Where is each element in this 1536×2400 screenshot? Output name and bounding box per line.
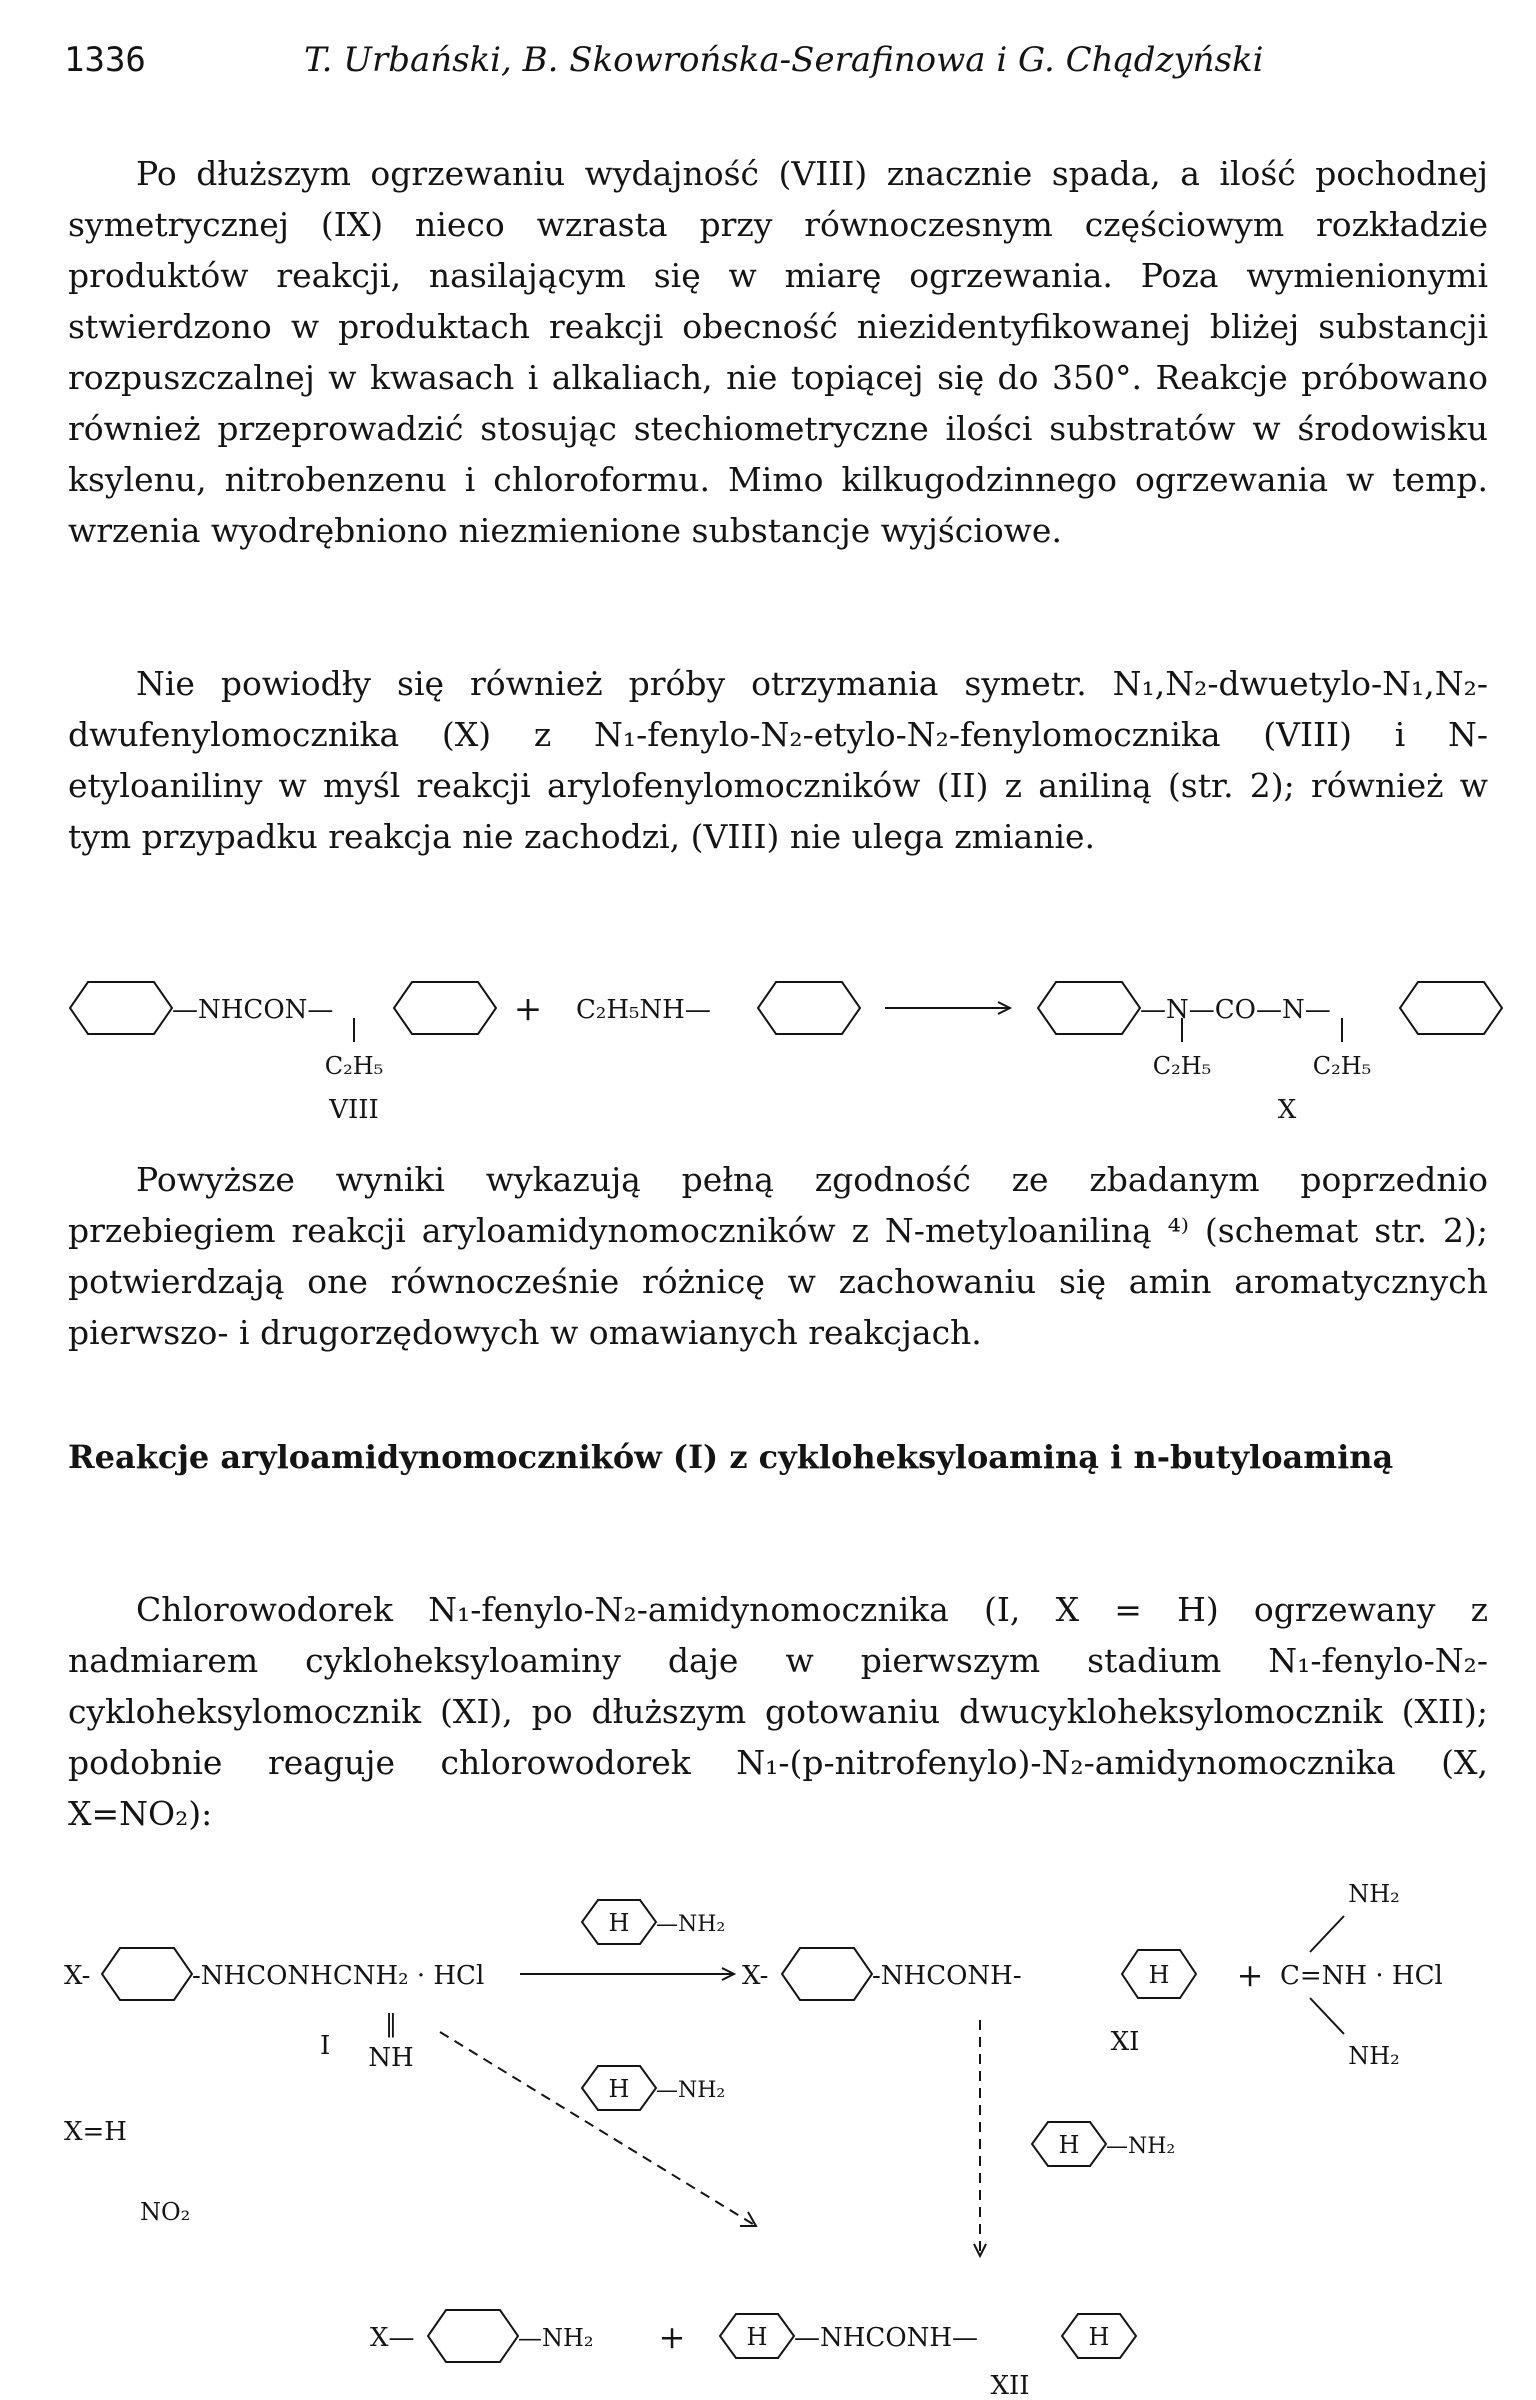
paragraph-2: Nie powiodły się również próby otrzymania symetr. N₁,N₂-dwuetylo-N₁,N₂-dwufenylomocznika (X) z N₁-fenylo-N₂-etylo-N₂-fenylomocznika (VIII) i N-etyloaniliny w myśl reakcji arylofenylomoczników (II) z aniliną (str. 2); również w tym przypadku reakcja nie zachodzi, (VIII) nie ulega zmianie. bbox=[68, 664, 1488, 856]
ring-label: H bbox=[1148, 1961, 1170, 1989]
page-number: 1336 bbox=[64, 40, 146, 80]
ring-label: H bbox=[608, 2075, 630, 2103]
scheme-group-text: —NH₂ bbox=[518, 2324, 594, 2352]
scheme-substituent: C₂H₅ bbox=[1312, 1052, 1372, 1080]
scheme-reagent: —NH₂ bbox=[656, 1912, 726, 1937]
scheme-reagent: C₂H₅NH— bbox=[576, 995, 711, 1025]
benzene-ring bbox=[102, 1948, 192, 2000]
plus-sign: + bbox=[513, 989, 543, 1029]
benzene-ring bbox=[428, 2310, 518, 2362]
scheme-group-text: NH₂ bbox=[1348, 2042, 1400, 2070]
double-bond-mark: ‖ bbox=[385, 2010, 397, 2038]
scheme-reagent: —NH₂ bbox=[656, 2078, 726, 2103]
section-heading: Reakcje aryloamidynomoczników (I) z cykloheksyloaminą i n-butyloaminą bbox=[68, 1438, 1394, 1476]
scheme-group-text: -NHCONH- bbox=[872, 1961, 1022, 1991]
compound-label: X bbox=[1277, 1095, 1297, 1125]
benzene-ring bbox=[758, 982, 860, 1034]
scheme-reagent: —NH₂ bbox=[1106, 2134, 1176, 2159]
ring-label: H bbox=[1058, 2131, 1080, 2159]
benzene-ring bbox=[782, 1948, 872, 2000]
reaction-arrow-head bbox=[740, 2212, 756, 2226]
bond-line bbox=[1310, 1916, 1344, 1952]
paragraph-1: Po dłuższym ogrzewaniu wydajność (VIII) znacznie spada, a ilość pochodnej symetrycznej (IX) nieco wzrasta przy równoczesnym częściowym rozkładzie produktów reakcji, nasilającym się w miarę ogrzewania. Poza wymienionymi stwierdzono w produktach reakcji obecność niezidentyfikowanej bliżej substancji rozpuszczalnej w kwasach i alkaliach, nie topiącej się do 350°. Reakcje próbowano również przeprowadzić stosując stechiometryczne ilości substratów w środowisku ksylenu, nitrobenzenu i chloroformu. Mimo kilkugodzinnego ogrzewania w temp. wrzenia wyodrębniono niezmienione substancje wyjściowe. bbox=[68, 154, 1488, 550]
reaction-scheme-1 bbox=[0, 950, 1536, 1130]
benzene-ring bbox=[1400, 982, 1502, 1034]
plus-sign: + bbox=[1236, 1956, 1264, 1994]
scheme-substituent: X- bbox=[742, 1961, 769, 1991]
scheme-group-text: NH bbox=[368, 2043, 414, 2073]
page-header bbox=[64, 30, 1294, 90]
ring-label: H bbox=[1088, 2323, 1110, 2351]
scheme-substituent: X— bbox=[370, 2323, 415, 2353]
scheme-substituent: X- bbox=[64, 1961, 91, 1991]
running-title: T. Urbański, B. Skowrońska-Serafinowa i G. Chądzyński bbox=[304, 40, 1264, 80]
paragraph-3: Powyższe wyniki wykazują pełną zgodność ze zbadanym poprzednio przebiegiem reakcji aryloamidynomoczników z N-metyloaniliną ⁴⁾ (schemat str. 2); potwierdzają one równocześnie różnicę w zachowaniu się amin aromatycznych pierwszo- i drugorzędowych w omawianych reakcjach. bbox=[68, 1160, 1488, 1352]
scheme-group-text: C=NH · HCl bbox=[1280, 1961, 1443, 1991]
paragraph-4: Chlorowodorek N₁-fenylo-N₂-amidynomocznika (I, X = H) ogrzewany z nadmiarem cykloheksyloaminy daje w pierwszym stadium N₁-fenylo-N₂-cykloheksylomocznik (XI), po dłuższym gotowaniu dwucykloheksylomocznik (XII); podobnie reaguje chlorowodorek N₁-(p-nitrofenylo)-N₂-amidynomocznika (X, X=NO₂): bbox=[68, 1590, 1488, 1833]
scheme-substituent: C₂H₅ bbox=[324, 1052, 384, 1080]
scheme-group-text: -NHCONHCNH₂ · HCl bbox=[192, 1961, 485, 1991]
substituent-value: NO₂ bbox=[140, 2198, 191, 2226]
substituent-value: X=H bbox=[64, 2117, 127, 2147]
benzene-ring bbox=[70, 982, 172, 1034]
compound-label: XI bbox=[1110, 2027, 1140, 2057]
reaction-scheme-2 bbox=[0, 1840, 1536, 2400]
benzene-ring bbox=[394, 982, 496, 1034]
compound-label: I bbox=[320, 2031, 331, 2061]
ring-label: H bbox=[746, 2323, 768, 2351]
reaction-arrow bbox=[440, 2032, 756, 2226]
bond-line bbox=[1310, 1998, 1344, 2034]
ring-label: H bbox=[608, 1909, 630, 1937]
scheme-group-text: —N—CO—N— bbox=[1140, 995, 1331, 1025]
benzene-ring bbox=[1038, 982, 1140, 1034]
compound-label: VIII bbox=[329, 1095, 379, 1125]
scheme-group-text: —NHCON— bbox=[172, 995, 334, 1025]
scheme-group-text: NH₂ bbox=[1348, 1880, 1400, 1908]
scheme-substituent: C₂H₅ bbox=[1152, 1052, 1212, 1080]
compound-label: XII bbox=[990, 2371, 1030, 2400]
scheme-group-text: —NHCONH— bbox=[794, 2323, 979, 2353]
plus-sign: + bbox=[658, 2318, 686, 2356]
